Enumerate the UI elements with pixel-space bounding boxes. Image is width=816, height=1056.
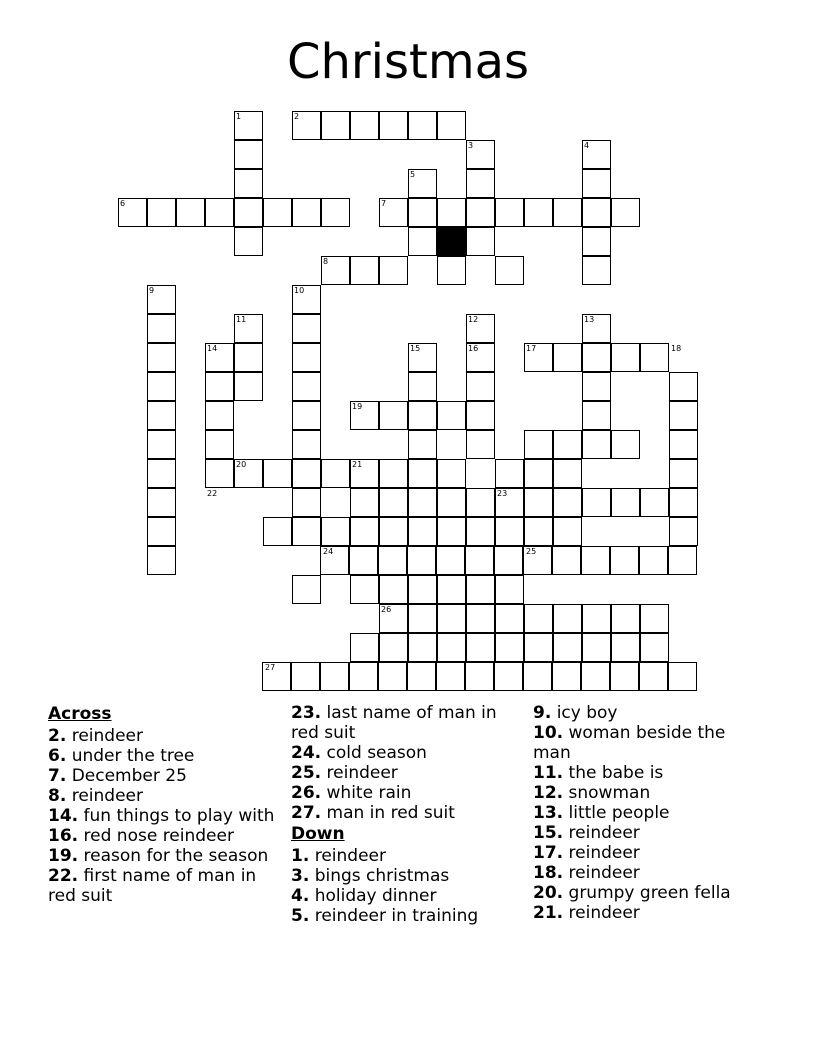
crossword-cell[interactable] — [582, 488, 611, 517]
clue-number: 25 — [526, 547, 537, 556]
clue-number-label: 17. — [533, 843, 564, 863]
clue-number: 19 — [352, 402, 363, 411]
clue-text: bings christmas — [309, 866, 450, 886]
crossword-cell[interactable] — [292, 459, 321, 488]
crossword-cell[interactable] — [524, 517, 553, 546]
crossword-cell[interactable] — [466, 227, 495, 256]
crossword-cell[interactable] — [582, 198, 611, 227]
clue-number-label: 2. — [48, 726, 67, 746]
crossword-cell[interactable] — [552, 662, 581, 691]
across-heading: Across — [48, 704, 112, 724]
crossword-cell[interactable] — [408, 633, 437, 662]
clue-number-label: 3. — [291, 866, 310, 886]
clue-number: 1 — [236, 112, 242, 121]
crossword-cell[interactable] — [408, 517, 437, 546]
crossword-cell[interactable] — [466, 372, 495, 401]
clue-number: 18 — [671, 344, 682, 353]
crossword-cell[interactable] — [437, 111, 466, 140]
clue-number-label: 27. — [291, 803, 322, 823]
crossword-cell[interactable] — [379, 256, 408, 285]
crossword-cell[interactable] — [234, 343, 263, 372]
clue — [48, 786, 280, 806]
crossword-cell[interactable] — [408, 575, 437, 604]
crossword-cell[interactable] — [611, 604, 640, 633]
clue-number-label: 12. — [533, 783, 564, 803]
crossword-cell[interactable] — [611, 633, 640, 662]
crossword-cell[interactable] — [640, 604, 669, 633]
clue-number: 9 — [149, 286, 155, 295]
crossword-cell[interactable] — [205, 372, 234, 401]
crossword-cell[interactable] — [495, 256, 524, 285]
clue-number: 2 — [294, 112, 300, 121]
crossword-cell[interactable] — [407, 662, 436, 691]
crossword-cell[interactable] — [234, 169, 263, 198]
crossword-cell[interactable] — [669, 517, 698, 546]
clue-number-label: 24. — [291, 743, 322, 763]
crossword-cell[interactable] — [436, 546, 465, 575]
clue-number: 21 — [352, 460, 363, 469]
crossword-cell[interactable] — [350, 575, 379, 604]
crossword-cell[interactable] — [437, 488, 466, 517]
crossword-cell[interactable] — [466, 488, 495, 517]
clue — [533, 703, 765, 723]
clue-text: under the tree — [66, 746, 195, 766]
crossword-cell[interactable] — [466, 169, 495, 198]
clues-column-1 — [48, 703, 280, 906]
crossword-cell[interactable] — [379, 459, 408, 488]
crossword-cell[interactable] — [524, 459, 553, 488]
crossword-cell[interactable] — [494, 662, 523, 691]
crossword-cell[interactable] — [437, 604, 466, 633]
crossword-cell[interactable] — [495, 459, 524, 488]
clue-number-label: 19. — [48, 846, 79, 866]
clue-number: 14 — [207, 344, 218, 353]
crossword-cell[interactable] — [263, 459, 292, 488]
clue — [533, 763, 765, 783]
clue-number-label: 14. — [48, 806, 79, 826]
crossword-cell[interactable] — [437, 575, 466, 604]
clue-text: reindeer — [563, 823, 640, 843]
crossword-cell[interactable] — [176, 198, 205, 227]
crossword-cell[interactable] — [581, 546, 610, 575]
clue-number: 13 — [584, 315, 595, 324]
clue — [291, 743, 523, 763]
clue-text: reindeer — [66, 726, 143, 746]
clue-number-label: 1. — [291, 846, 310, 866]
clue — [533, 803, 765, 823]
crossword-cell[interactable] — [611, 488, 640, 517]
clue-number-label: 4. — [291, 886, 310, 906]
crossword-cell[interactable] — [466, 575, 495, 604]
crossword-cell[interactable] — [611, 343, 640, 372]
clue-text: icy boy — [551, 703, 618, 723]
clue-number-label: 26. — [291, 783, 322, 803]
crossword-cell[interactable] — [349, 546, 378, 575]
crossword-cell[interactable] — [147, 198, 176, 227]
clue-number-label: 7. — [48, 766, 67, 786]
crossword-cell[interactable] — [292, 517, 321, 546]
clue-text: little people — [563, 803, 670, 823]
clue-number-label: 6. — [48, 746, 67, 766]
clue-number: 20 — [236, 460, 247, 469]
crossword-cell[interactable] — [407, 546, 436, 575]
crossword-cell[interactable] — [205, 430, 234, 459]
crossword-cell[interactable] — [436, 662, 465, 691]
clue-text: holiday dinner — [309, 886, 437, 906]
crossword-cell[interactable] — [553, 488, 582, 517]
clue-number-label: 5. — [291, 906, 310, 926]
clue — [48, 846, 280, 866]
crossword-cell[interactable] — [408, 459, 437, 488]
crossword-cell[interactable] — [408, 111, 437, 140]
crossword-cell[interactable] — [408, 372, 437, 401]
crossword-cell[interactable] — [205, 459, 234, 488]
clue-number-label: 21. — [533, 903, 564, 923]
crossword-cell[interactable] — [292, 430, 321, 459]
crossword-cell[interactable] — [350, 256, 379, 285]
clue-text: reindeer — [321, 763, 398, 783]
crossword-cell[interactable] — [640, 488, 669, 517]
crossword-cell[interactable] — [437, 401, 466, 430]
clue — [533, 823, 765, 843]
crossword-cell[interactable] — [582, 430, 611, 459]
crossword-cell[interactable] — [437, 517, 466, 546]
crossword-cell[interactable] — [321, 198, 350, 227]
down-clue-list-continued — [533, 703, 765, 923]
crossword-cell[interactable] — [292, 314, 321, 343]
clue — [533, 783, 765, 803]
crossword-cell[interactable] — [408, 227, 437, 256]
crossword-cell[interactable] — [234, 140, 263, 169]
crossword-cell[interactable] — [668, 662, 697, 691]
clue — [291, 846, 523, 866]
clue — [48, 726, 280, 746]
clue-text: fun things to play with — [78, 806, 275, 826]
clue — [533, 863, 765, 883]
crossword-cell[interactable] — [582, 401, 611, 430]
crossword-cell[interactable] — [639, 662, 668, 691]
page-title: Christmas — [286, 34, 529, 90]
crossword-cell[interactable] — [408, 488, 437, 517]
crossword-cell[interactable] — [495, 604, 524, 633]
crossword-cell[interactable] — [495, 198, 524, 227]
crossword-cell[interactable] — [582, 227, 611, 256]
crossword-cell[interactable] — [466, 198, 495, 227]
clue-number-label: 8. — [48, 786, 67, 806]
crossword-cell[interactable] — [552, 546, 581, 575]
crossword-cell[interactable] — [553, 430, 582, 459]
crossword-cell[interactable] — [669, 430, 698, 459]
clue — [291, 906, 523, 926]
crossword-cell[interactable] — [611, 198, 640, 227]
clue-text: reindeer — [563, 903, 640, 923]
crossword-cell[interactable] — [494, 546, 523, 575]
crossword-cell[interactable] — [582, 256, 611, 285]
crossword-cell[interactable] — [378, 546, 407, 575]
clue — [48, 806, 280, 826]
clue-text: first name of man in red suit — [48, 866, 257, 906]
clue-number-label: 13. — [533, 803, 564, 823]
down-clue-list — [291, 846, 523, 926]
clue-number: 12 — [468, 315, 479, 324]
crossword-cell[interactable] — [582, 343, 611, 372]
crossword-cell[interactable] — [669, 372, 698, 401]
crossword-cell[interactable] — [234, 227, 263, 256]
clue-number-label: 22. — [48, 866, 79, 886]
clue-number: 26 — [381, 605, 392, 614]
crossword-cell[interactable] — [147, 517, 176, 546]
crossword-cell[interactable] — [581, 662, 610, 691]
clue-number: 11 — [236, 315, 247, 324]
clue-text: white rain — [321, 783, 412, 803]
crossword-cell[interactable] — [205, 401, 234, 430]
crossword-cell[interactable] — [408, 604, 437, 633]
crossword-cell[interactable] — [465, 662, 494, 691]
clue-text: woman beside the man — [533, 723, 726, 763]
clue — [48, 766, 280, 786]
clue-text: reindeer — [66, 786, 143, 806]
crossword-cell[interactable] — [466, 430, 495, 459]
crossword-cell[interactable] — [350, 633, 379, 662]
crossword-cell[interactable] — [263, 198, 292, 227]
clue-number-label: 9. — [533, 703, 552, 723]
clue-text: red nose reindeer — [78, 826, 234, 846]
crossword-cell[interactable] — [408, 401, 437, 430]
crossword-cell[interactable] — [437, 256, 466, 285]
crossword-cell[interactable] — [292, 372, 321, 401]
clue-text: man in red suit — [321, 803, 455, 823]
crossword-cell[interactable] — [378, 662, 407, 691]
clue-text: December 25 — [66, 766, 187, 786]
crossword-cell[interactable] — [669, 488, 698, 517]
clue-number: 27 — [265, 663, 276, 672]
clue-text: reindeer in training — [309, 906, 479, 926]
clue-number: 10 — [294, 286, 305, 295]
crossword-cell[interactable] — [523, 662, 552, 691]
clue-number-label: 18. — [533, 863, 564, 883]
crossword-cell[interactable] — [610, 662, 639, 691]
clue-number: 8 — [323, 257, 329, 266]
crossword-cell[interactable] — [321, 517, 350, 546]
crossword-cell[interactable] — [553, 198, 582, 227]
crossword-cell[interactable] — [437, 459, 466, 488]
crossword-cell[interactable] — [350, 488, 379, 517]
clue-number-label: 11. — [533, 763, 564, 783]
crossword-cell[interactable] — [205, 198, 234, 227]
clue-number: 7 — [381, 199, 387, 208]
crossword-cell[interactable] — [234, 198, 263, 227]
crossword-cell[interactable] — [553, 517, 582, 546]
crossword-cell[interactable] — [582, 633, 611, 662]
clues-column-2 — [291, 703, 523, 926]
clue-number-label: 23. — [291, 703, 322, 723]
clue-number-label: 15. — [533, 823, 564, 843]
crossword-cell[interactable] — [553, 604, 582, 633]
clue-number: 4 — [584, 141, 590, 150]
crossword-cell[interactable] — [350, 111, 379, 140]
crossword-cell[interactable] — [379, 111, 408, 140]
clue — [533, 883, 765, 903]
crossword-cell[interactable] — [553, 459, 582, 488]
crossword-cell[interactable] — [495, 517, 524, 546]
clue-number-label: 16. — [48, 826, 79, 846]
black-cell — [437, 227, 466, 256]
crossword-cell[interactable] — [437, 633, 466, 662]
crossword-cell[interactable] — [320, 662, 349, 691]
clue-number: 23 — [497, 489, 508, 498]
crossword-cell[interactable] — [639, 546, 668, 575]
clue-number-label: 25. — [291, 763, 322, 783]
clue — [291, 703, 523, 743]
across-clue-list — [48, 726, 280, 906]
clue — [533, 903, 765, 923]
crossword-cell[interactable] — [466, 604, 495, 633]
clue-text: reason for the season — [78, 846, 269, 866]
clue — [48, 866, 280, 906]
clue — [291, 783, 523, 803]
crossword-cell[interactable] — [147, 314, 176, 343]
crossword-cell[interactable] — [147, 372, 176, 401]
crossword-cell[interactable] — [263, 517, 292, 546]
crossword-cell[interactable] — [524, 604, 553, 633]
crossword-cell[interactable] — [292, 575, 321, 604]
clue — [291, 803, 523, 823]
crossword-cell[interactable] — [379, 575, 408, 604]
clue-text: cold season — [321, 743, 427, 763]
crossword-cell[interactable] — [321, 111, 350, 140]
crossword-cell[interactable] — [553, 633, 582, 662]
crossword-cell[interactable] — [350, 517, 379, 546]
crossword-cell[interactable] — [668, 546, 697, 575]
crossword-cell[interactable] — [465, 546, 494, 575]
crossword-cell[interactable] — [379, 488, 408, 517]
across-clue-list-continued — [291, 703, 523, 823]
crossword-cell[interactable] — [553, 343, 582, 372]
crossword-cell[interactable] — [524, 633, 553, 662]
crossword-cell[interactable] — [321, 459, 350, 488]
clue-number: 3 — [468, 141, 474, 150]
crossword-cell[interactable] — [495, 575, 524, 604]
crossword-cell[interactable] — [466, 633, 495, 662]
clue-number: 16 — [468, 344, 479, 353]
crossword-cell[interactable] — [292, 198, 321, 227]
crossword-cell[interactable] — [292, 401, 321, 430]
crossword-cell[interactable] — [408, 430, 437, 459]
crossword-cell[interactable] — [379, 633, 408, 662]
crossword-cell[interactable] — [408, 198, 437, 227]
crossword-cell[interactable] — [610, 546, 639, 575]
clue-text: the babe is — [563, 763, 664, 783]
crossword-cell[interactable] — [234, 372, 263, 401]
clue — [291, 886, 523, 906]
crossword-cell[interactable] — [437, 198, 466, 227]
clue-number: 24 — [323, 547, 334, 556]
crossword-cell[interactable] — [379, 517, 408, 546]
clue-text: last name of man in red suit — [291, 703, 497, 743]
clue-number-label: 10. — [533, 723, 564, 743]
crossword-cell[interactable] — [582, 604, 611, 633]
clue — [291, 866, 523, 886]
clues-column-3 — [533, 703, 765, 923]
clue-number: 17 — [526, 344, 537, 353]
crossword-cell[interactable] — [147, 488, 176, 517]
crossword-cell[interactable] — [147, 459, 176, 488]
clue-number: 22 — [207, 489, 218, 498]
crossword-cell[interactable] — [640, 633, 669, 662]
clue-number: 6 — [120, 199, 126, 208]
crossword-cell[interactable] — [292, 488, 321, 517]
clue-number-label: 20. — [533, 883, 564, 903]
crossword-cell[interactable] — [524, 488, 553, 517]
clue-text: grumpy green fella — [563, 883, 731, 903]
crossword-cell[interactable] — [669, 401, 698, 430]
crossword-cell[interactable] — [582, 169, 611, 198]
crossword-cell[interactable] — [524, 198, 553, 227]
crossword-cell[interactable] — [524, 430, 553, 459]
crossword-cell[interactable] — [147, 430, 176, 459]
clue-text: reindeer — [563, 863, 640, 883]
crossword-cell[interactable] — [466, 401, 495, 430]
clue — [533, 723, 765, 763]
clue — [48, 826, 280, 846]
clue — [48, 746, 280, 766]
crossword-cell[interactable] — [147, 343, 176, 372]
clue — [291, 763, 523, 783]
clue-number: 15 — [410, 344, 421, 353]
clue-number: 5 — [410, 170, 416, 179]
crossword-cell[interactable] — [466, 517, 495, 546]
crossword-cell[interactable] — [291, 662, 320, 691]
crossword-cell[interactable] — [349, 662, 378, 691]
crossword-cell[interactable] — [640, 343, 669, 372]
clue-text: reindeer — [563, 843, 640, 863]
crossword-cell[interactable] — [147, 546, 176, 575]
crossword-cell[interactable] — [379, 401, 408, 430]
crossword-cell[interactable] — [669, 459, 698, 488]
crossword-cell[interactable] — [495, 633, 524, 662]
clue — [533, 843, 765, 863]
crossword-cell[interactable] — [582, 372, 611, 401]
crossword-cell[interactable] — [292, 343, 321, 372]
clue-text: reindeer — [309, 846, 386, 866]
crossword-cell[interactable] — [611, 430, 640, 459]
down-heading: Down — [291, 824, 345, 844]
clue-text: snowman — [563, 783, 651, 803]
crossword-cell[interactable] — [147, 401, 176, 430]
